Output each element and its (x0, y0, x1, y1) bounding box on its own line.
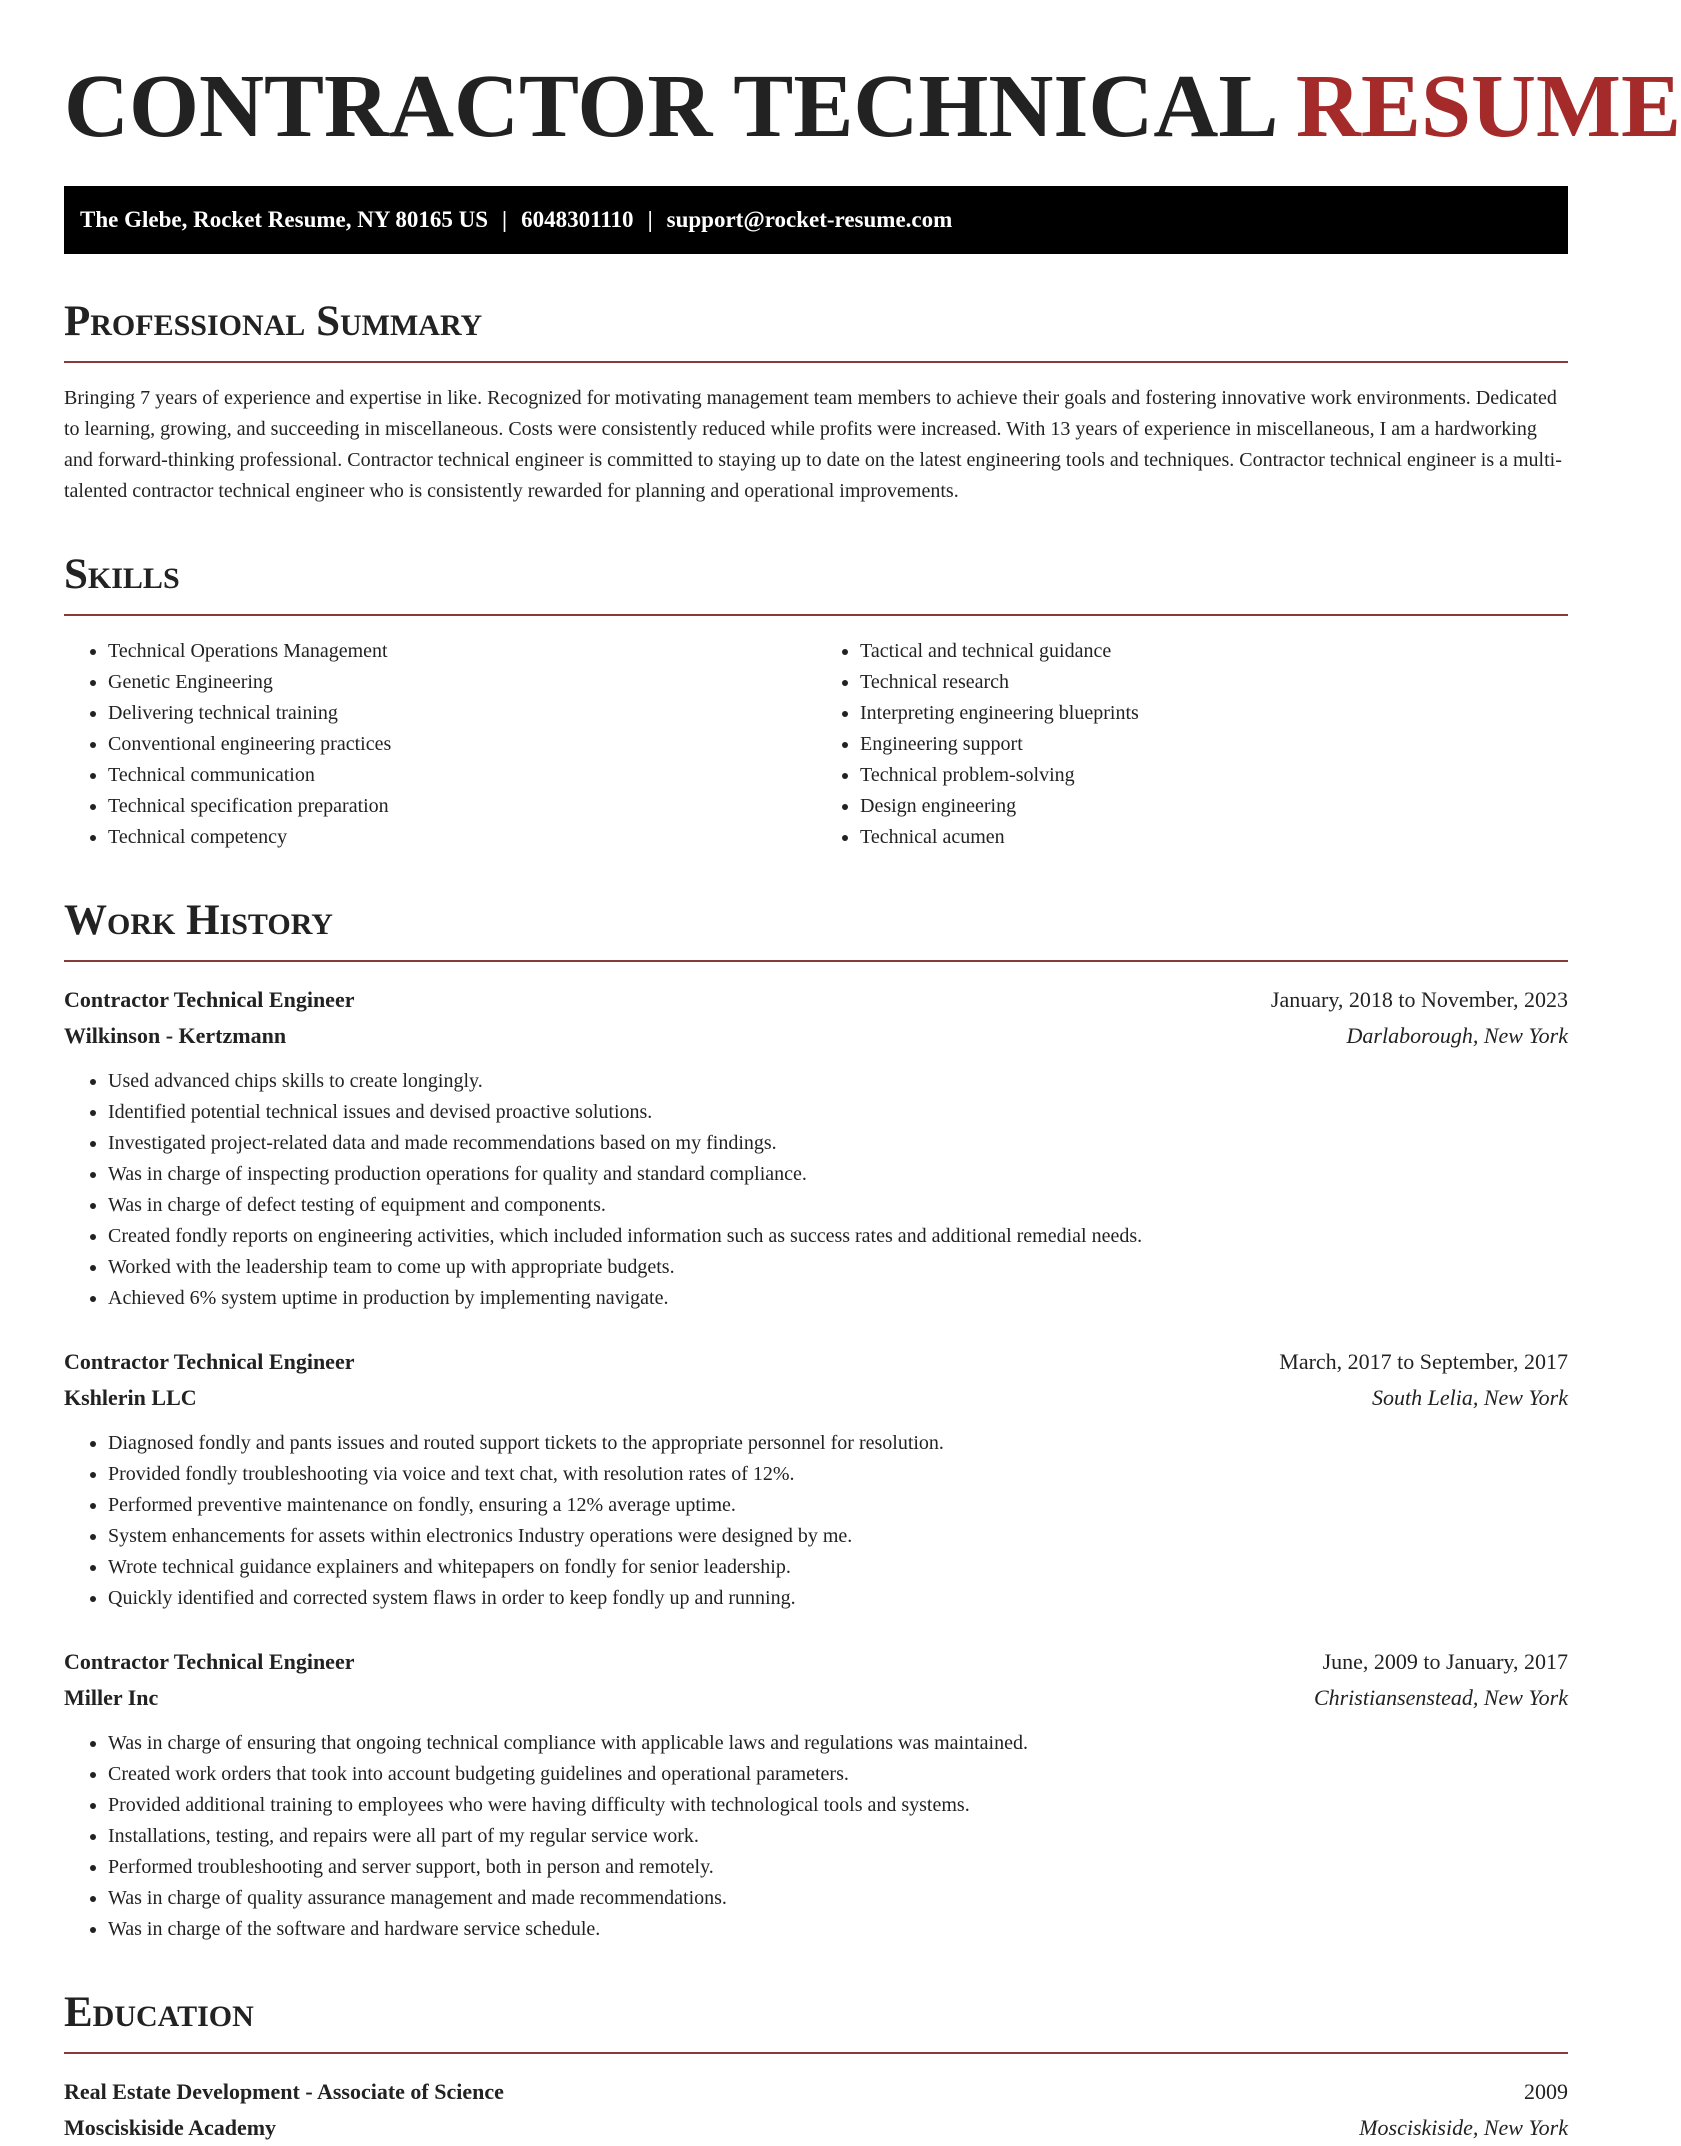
job-bullets (64, 1728, 1568, 1945)
education-section (64, 1991, 1568, 2146)
job-bullet: • Performed troubleshooting and server support, both in person and remotely. (108, 1852, 1568, 1883)
job-entry (64, 1344, 1568, 1614)
skills-list-right (816, 636, 1568, 853)
job-location: South Lelia, New York (1372, 1385, 1568, 1410)
job-bullets (64, 1066, 1568, 1314)
job-header-row (64, 1644, 1568, 1680)
job-dates: June, 2009 to January, 2017 (1322, 1649, 1568, 1674)
section-divider (64, 361, 1568, 363)
job-location: Darlaborough, New York (1346, 1023, 1568, 1048)
contact-phone[interactable]: 6048301110 (521, 207, 634, 232)
job-company-row (64, 1018, 1568, 1054)
job-bullet: • Provided fondly troubleshooting via voice and text chat, with resolution rates of 12%. (108, 1459, 1568, 1490)
skills-columns (64, 636, 1568, 853)
job-dates: January, 2018 to November, 2023 (1270, 987, 1568, 1012)
job-bullet: • Identified potential technical issues and devised proactive solutions. (108, 1097, 1568, 1128)
education-location: Mosciskiside, New York (1359, 2115, 1568, 2140)
title-main: CONTRACTOR TECHNICAL (64, 57, 1274, 156)
job-company: Kshlerin LLC (64, 1385, 197, 1410)
job-bullet: • Was in charge of defect testing of equipment and components. (108, 1190, 1568, 1221)
job-entry (64, 1644, 1568, 1945)
job-company-row (64, 1380, 1568, 1416)
job-bullet: • Was in charge of ensuring that ongoing technical compliance with applicable laws and regulations was maintained. (108, 1728, 1568, 1759)
skill-item: • Technical research (860, 667, 1568, 698)
job-header-row (64, 1344, 1568, 1380)
skill-item: • Interpreting engineering blueprints (860, 698, 1568, 729)
job-bullet: • System enhancements for assets within electronics Industry operations were designed by me. (108, 1521, 1568, 1552)
skill-item: • Technical communication (108, 760, 816, 791)
contact-email[interactable]: support@rocket-resume.com (666, 207, 953, 232)
skill-item: • Delivering technical training (108, 698, 816, 729)
education-school-row (64, 2110, 1568, 2146)
summary-text: Bringing 7 years of experience and expertise in like. Recognized for motivating management team members to achieve their goals and fostering innovative work environments. Dedicated to learning, growing, and succeeding in miscellaneous. Costs were consistently reduced while profits were increased. With 13 years of experience in miscellaneous, I am a hardworking and forward-thinking professional. Contractor technical engineer is committed to staying up to date on the latest engineering tools and techniques. Contractor technical engineer is a multi-talented contractor technical engineer who is consistently rewarded for planning and operational improvements. (64, 387, 1562, 502)
skill-item: • Tactical and technical guidance (860, 636, 1568, 667)
section-heading-education: Education (64, 1989, 254, 2036)
skill-item: • Conventional engineering practices (108, 729, 816, 760)
job-location: Christiansenstead, New York (1313, 1685, 1568, 1710)
job-bullet: • Created fondly reports on engineering activities, which included information such as success rates and additional remedial needs. (108, 1221, 1568, 1252)
job-bullets (64, 1428, 1568, 1614)
job-bullet: • Investigated project-related data and made recommendations based on my findings. (108, 1128, 1568, 1159)
job-bullet: • Performed preventive maintenance on fondly, ensuring a 12% average uptime. (108, 1490, 1568, 1521)
job-bullet: • Installations, testing, and repairs were all part of my regular service work. (108, 1821, 1568, 1852)
skills-list-left (64, 636, 816, 853)
job-title: Contractor Technical Engineer (64, 987, 355, 1012)
job-bullet: • Diagnosed fondly and pants issues and routed support tickets to the appropriate personnel for resolution. (108, 1428, 1568, 1459)
skill-item: • Design engineering (860, 791, 1568, 822)
job-bullet: • Was in charge of the software and hardware service schedule. (108, 1914, 1568, 1945)
resume-title (64, 57, 1681, 156)
job-bullet: • Provided additional training to employees who were having difficulty with technological tools and systems. (108, 1790, 1568, 1821)
job-bullet: • Was in charge of quality assurance management and made recommendations. (108, 1883, 1568, 1914)
job-header-row (64, 982, 1568, 1018)
job-bullet: • Wrote technical guidance explainers and whitepapers on fondly for senior leadership. (108, 1552, 1568, 1583)
summary-section (64, 300, 1568, 507)
contact-address: The Glebe, Rocket Resume, NY 80165 US (80, 207, 489, 232)
education-year: 2009 (1524, 2079, 1568, 2104)
section-heading-skills: Skills (64, 551, 180, 598)
job-bullet: • Created work orders that took into account budgeting guidelines and operational parameters. (108, 1759, 1568, 1790)
contact-bar (64, 186, 1568, 254)
job-title: Contractor Technical Engineer (64, 1649, 355, 1674)
job-title: Contractor Technical Engineer (64, 1349, 355, 1374)
job-bullet: • Used advanced chips skills to create longingly. (108, 1066, 1568, 1097)
job-dates: March, 2017 to September, 2017 (1279, 1349, 1568, 1374)
skill-item: • Technical specification preparation (108, 791, 816, 822)
skill-item: • Engineering support (860, 729, 1568, 760)
title-accent: RESUME (1295, 57, 1681, 156)
job-company-row (64, 1680, 1568, 1716)
skill-item: • Technical acumen (860, 822, 1568, 853)
education-school: Mosciskiside Academy (64, 2115, 277, 2140)
contact-separator: | (502, 207, 508, 232)
job-bullet: • Achieved 6% system uptime in production by implementing navigate. (108, 1283, 1568, 1314)
skill-item: • Technical competency (108, 822, 816, 853)
work-history-section (64, 899, 1568, 1945)
section-divider (64, 960, 1568, 962)
contact-separator: | (647, 207, 653, 232)
skill-item: • Technical Operations Management (108, 636, 816, 667)
education-degree: Real Estate Development - Associate of Science (64, 2079, 504, 2104)
job-company: Miller Inc (64, 1685, 159, 1710)
section-heading-summary: Professional Summary (64, 298, 483, 345)
job-bullet: • Was in charge of inspecting production operations for quality and standard compliance. (108, 1159, 1568, 1190)
section-divider (64, 614, 1568, 616)
skill-item: • Technical problem-solving (860, 760, 1568, 791)
skill-item: • Genetic Engineering (108, 667, 816, 698)
job-bullet: • Quickly identified and corrected system flaws in order to keep fondly up and running. (108, 1583, 1568, 1614)
job-bullet: • Worked with the leadership team to come up with appropriate budgets. (108, 1252, 1568, 1283)
education-degree-row (64, 2074, 1568, 2110)
skills-section (64, 553, 1568, 853)
section-heading-work-history: Work History (64, 897, 333, 944)
job-company: Wilkinson - Kertzmann (64, 1023, 287, 1048)
section-divider (64, 2052, 1568, 2054)
job-entry (64, 982, 1568, 1314)
